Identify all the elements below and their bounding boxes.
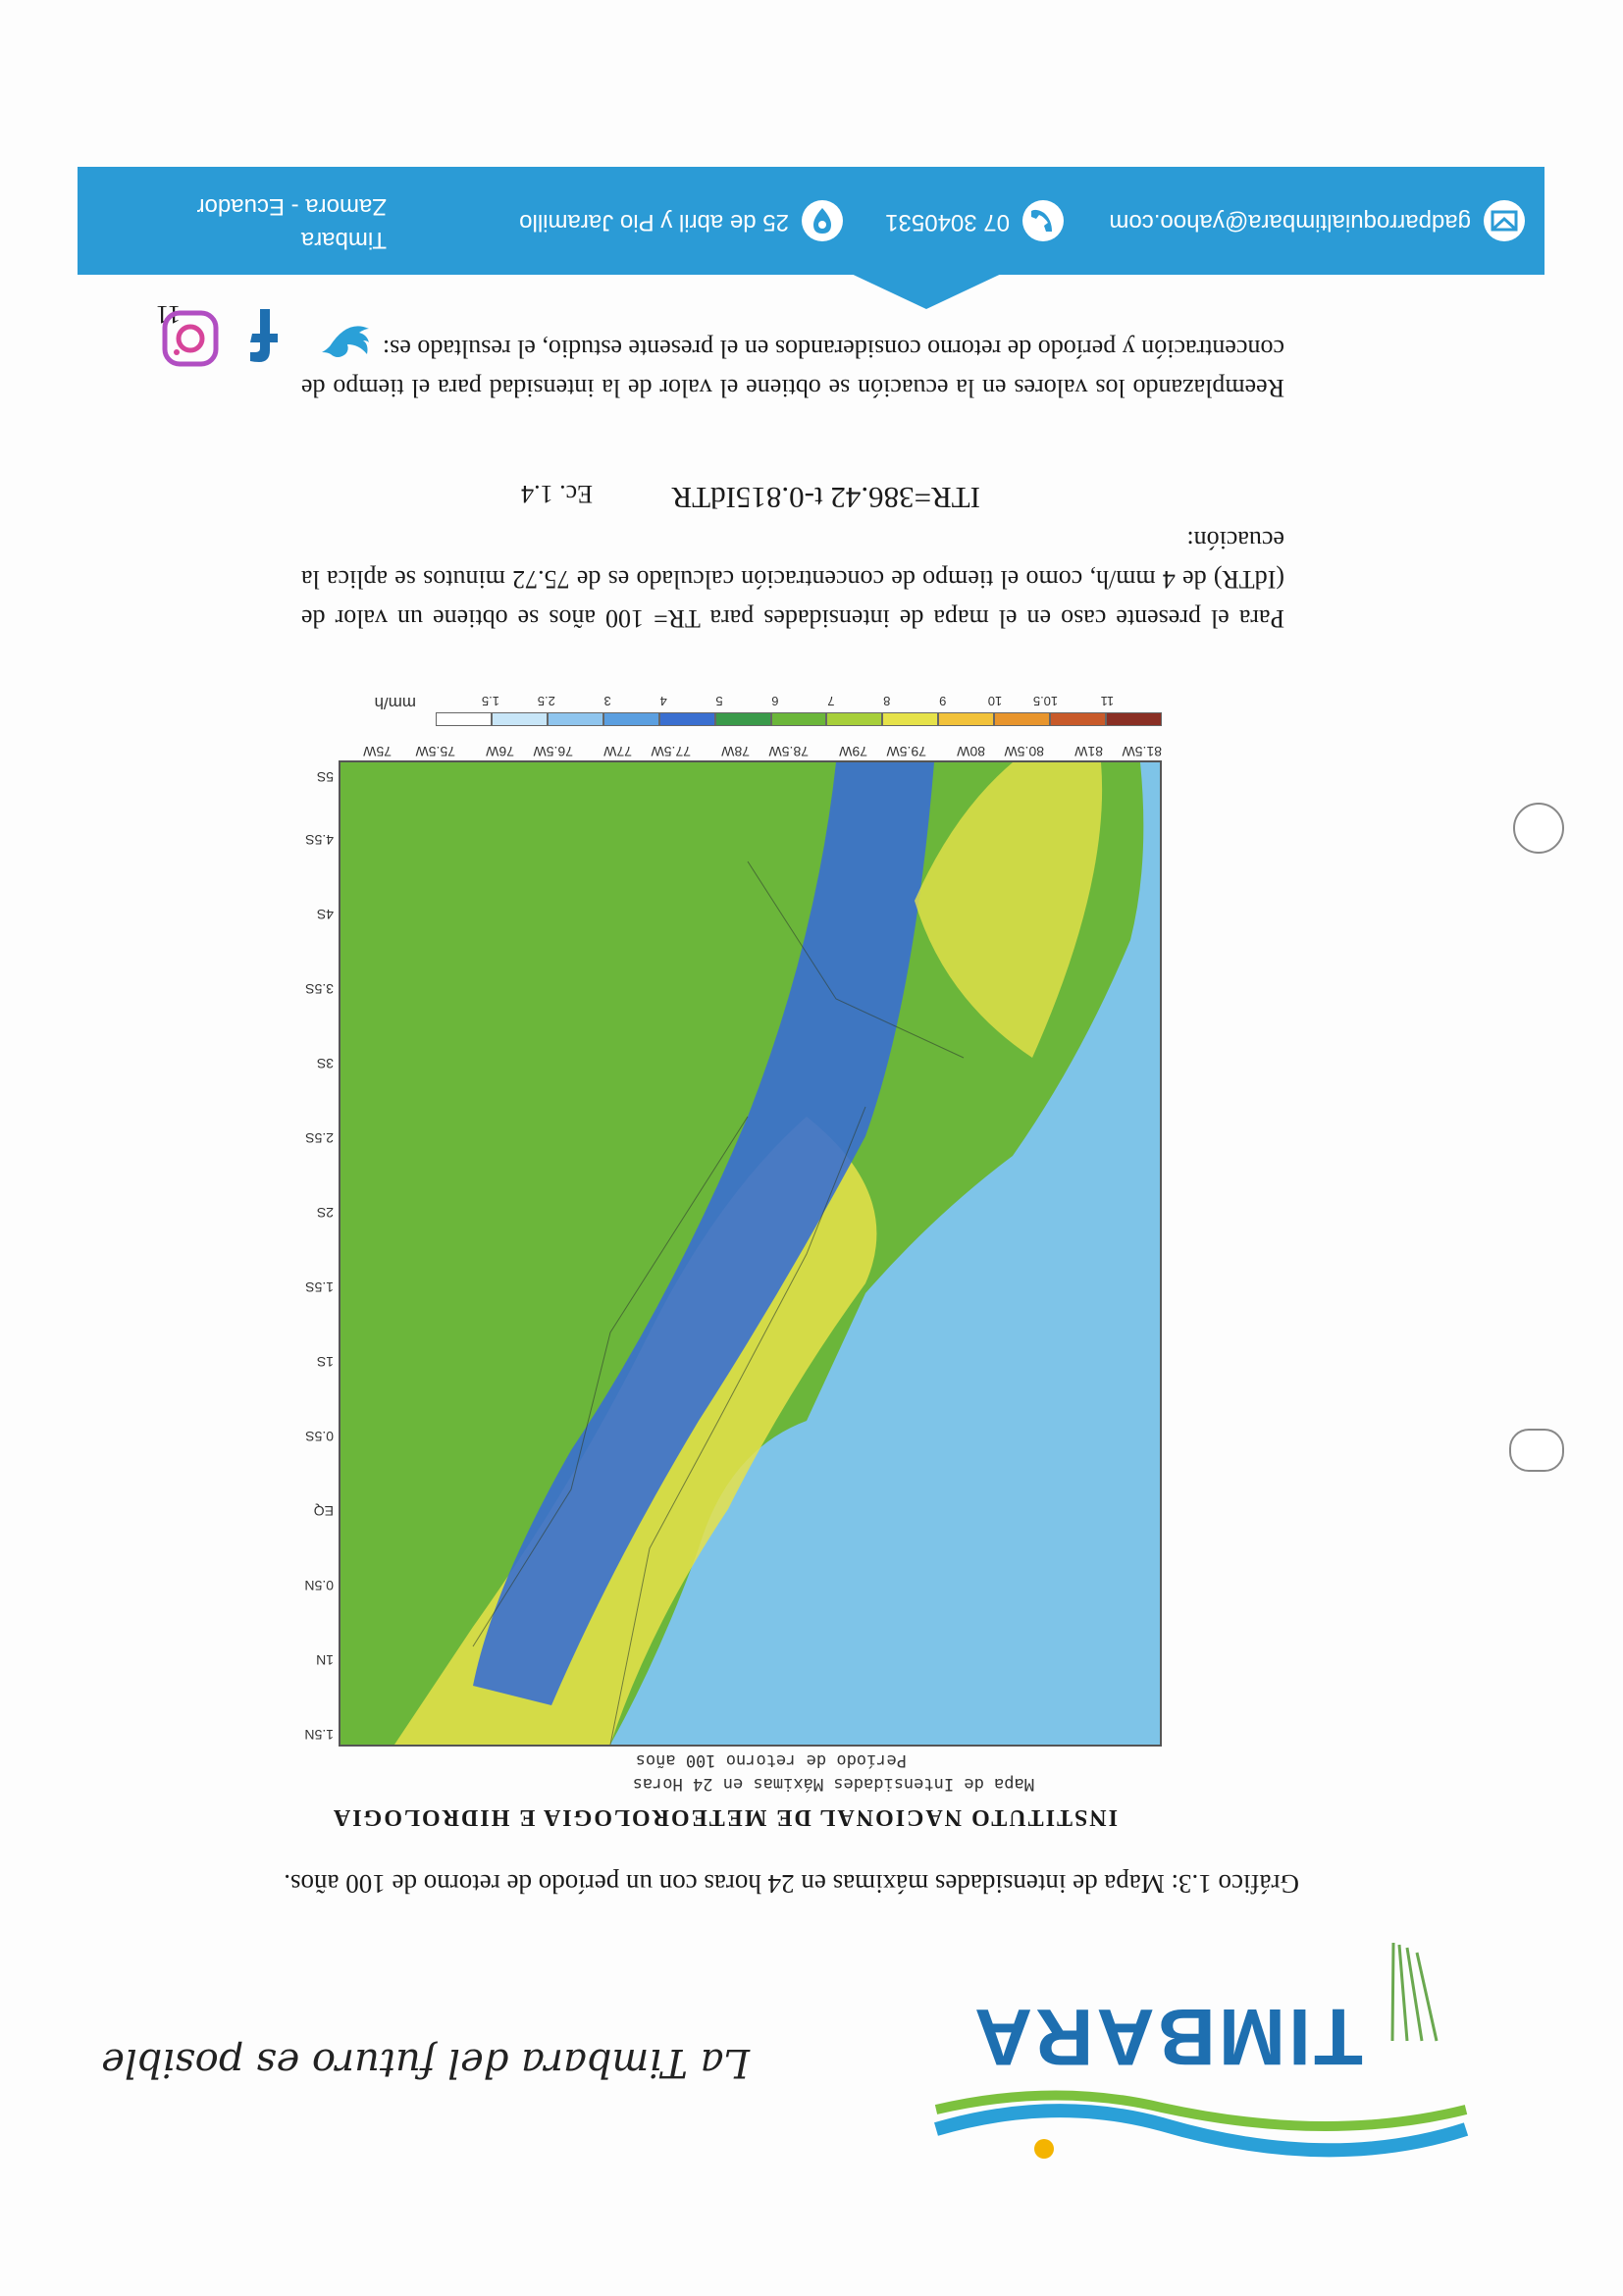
equation: ITR=386.42 t-0.815IdTR <box>671 481 980 515</box>
legend-color-box <box>548 712 603 726</box>
facebook-icon[interactable] <box>244 309 284 363</box>
legend-tick-label: 6 <box>771 694 779 708</box>
punch-hole <box>1513 803 1564 854</box>
map-title: Mapa de Intensidades Máximas en 24 Horas <box>632 1774 1034 1794</box>
lat-label: EQ <box>313 1503 334 1519</box>
legend-tick-label: 10.5 <box>1032 694 1059 708</box>
lat-label: 3.5S <box>305 981 334 997</box>
legend-color-box <box>1050 712 1106 726</box>
lat-label: 1.5N <box>304 1727 334 1743</box>
color-legend <box>318 667 1162 726</box>
lon-label: 80W <box>957 744 985 759</box>
legend-tick-label: 5 <box>715 694 723 708</box>
legend-color-box <box>826 712 882 726</box>
legend-color-box <box>938 712 994 726</box>
legend-tick-label: 9 <box>939 694 947 708</box>
paragraph-result: Reemplazando los valores en la ecuación se obtiene el valor de la intensidad para el tiempo de concentración y período de retorno considerandos en el presente estudio, el resultado es: <box>301 335 1284 402</box>
legend-color-box <box>715 712 771 726</box>
lon-label: 80.5W <box>1004 744 1044 759</box>
lon-label: 75W <box>363 744 392 759</box>
lat-label: 1.5S <box>305 1279 334 1295</box>
equation-label: Ec. 1.4 <box>521 480 593 508</box>
legend-tick-label: 7 <box>827 694 835 708</box>
legend-color-box <box>603 712 659 726</box>
brand-name: TIMBARA <box>970 1992 1363 2081</box>
legend-tick-label: 10 <box>987 694 1003 708</box>
legend-color-box <box>659 712 715 726</box>
lat-label: 5S <box>316 769 334 785</box>
lat-label: 0.5S <box>305 1429 334 1444</box>
lat-label: 2.5S <box>305 1130 334 1146</box>
legend-color-box <box>882 712 938 726</box>
lon-label: 77.5W <box>651 744 691 759</box>
footer-notch <box>843 270 1010 309</box>
footer-bar <box>78 167 1544 275</box>
phone-icon <box>1022 200 1064 241</box>
lat-label: 2S <box>316 1205 334 1221</box>
lat-label: 4S <box>316 907 334 922</box>
legend-color-box <box>436 712 492 726</box>
intensity-map <box>339 760 1162 1747</box>
slogan: La Timbara del futuro es posible <box>101 2040 750 2085</box>
lat-label: 4.5S <box>305 832 334 848</box>
lon-label: 79.5W <box>886 744 926 759</box>
longitude-labels <box>342 738 1162 759</box>
page-number: 11 <box>155 300 181 329</box>
lat-label: 1S <box>316 1354 334 1370</box>
legend-color-box <box>492 712 548 726</box>
location-pin-icon <box>802 200 843 241</box>
lon-label: 76W <box>486 744 514 759</box>
punch-hole <box>1509 1429 1564 1472</box>
map-subtitle: Período de retorno 100 años <box>635 1750 907 1770</box>
footer-region: Zamora - Ecuador <box>196 193 387 220</box>
figure-caption: Gráfico 1.3: Mapa de intensidades máximas en 24 horas con un período de retorno de 100 años. <box>284 1869 1299 1899</box>
lon-label: 76.5W <box>533 744 573 759</box>
lon-label: 75.5W <box>415 744 455 759</box>
footer-email[interactable]: gadparroquialtimbara@yahoo.com <box>1109 209 1471 235</box>
lat-label: 3S <box>316 1056 334 1071</box>
legend-tick-label: 4 <box>659 694 667 708</box>
lat-label: 1N <box>316 1652 334 1668</box>
lat-label: 0.5N <box>304 1578 334 1593</box>
legend-tick-label: 3 <box>603 694 611 708</box>
footer-phone[interactable]: 07 3040531 <box>885 209 1010 235</box>
legend-unit: mm/h <box>374 694 416 712</box>
footer-location: Timbara <box>300 227 387 253</box>
legend-color-box <box>994 712 1050 726</box>
lon-label: 81W <box>1074 744 1103 759</box>
lon-label: 78.5W <box>768 744 809 759</box>
paragraph-intensity: Para el presente caso en el mapa de intensidades para TR= 100 años se obtiene un valor de (IdTR) de 4 mm/h, como el tiempo de concentración calculado es de 75.72 minutos se aplica la ecuación: <box>301 526 1284 633</box>
footer-address: 25 de abril y Pio Jaramillo <box>519 209 789 235</box>
legend-color-box <box>771 712 827 726</box>
legend-tick-label: 2.5 <box>537 694 555 708</box>
legend-tick-label: 11 <box>1100 694 1115 708</box>
legend-tick-label: 8 <box>883 694 891 708</box>
legend-color-box <box>1106 712 1162 726</box>
legend-tick-label: 1.5 <box>481 694 499 708</box>
email-icon <box>1484 200 1525 241</box>
institution-title: INSTITUTO NACIONAL DE METEOROLOGIA E HIDROLOGIA <box>331 1804 1118 1830</box>
lon-label: 77W <box>603 744 632 759</box>
instagram-icon[interactable] <box>161 309 220 368</box>
latitude-labels <box>288 764 341 1747</box>
twitter-icon[interactable] <box>318 309 377 368</box>
lon-label: 81.5W <box>1122 744 1162 759</box>
lon-label: 78W <box>721 744 750 759</box>
lon-label: 79W <box>839 744 867 759</box>
